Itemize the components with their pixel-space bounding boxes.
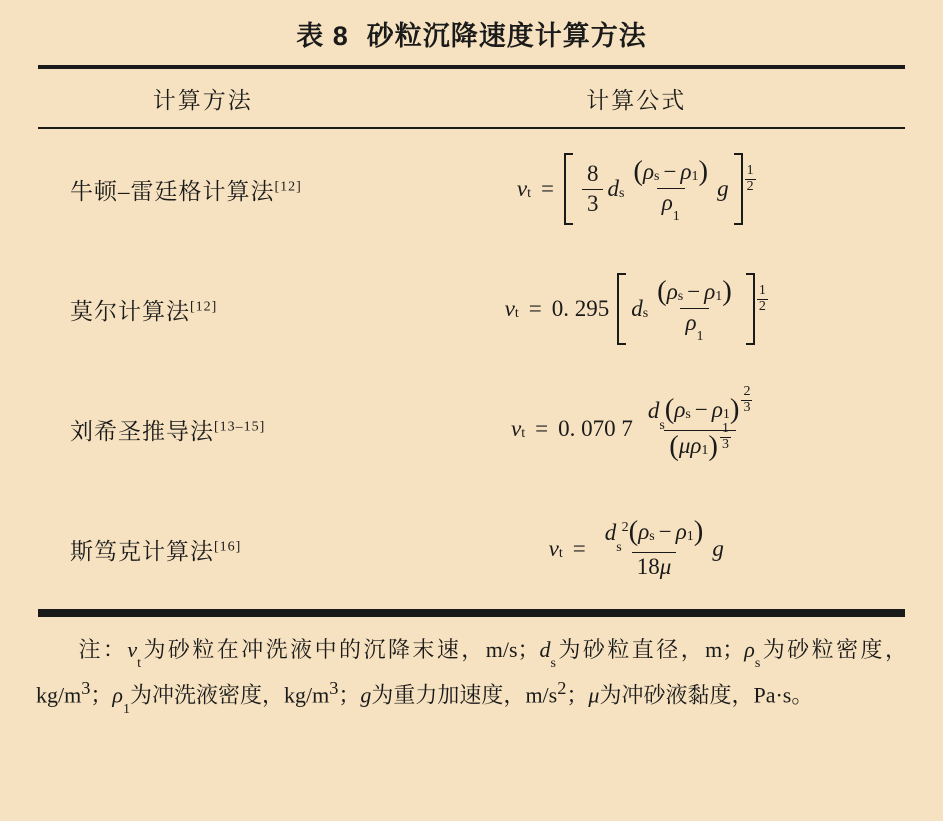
paren-right: ): [708, 430, 718, 463]
symbol-sub-s: s: [654, 168, 660, 184]
symbol-d: d: [604, 520, 617, 546]
note-text-2: 为砂粒直径，: [556, 637, 706, 662]
note-unit-5-exp: 3: [329, 677, 339, 698]
symbol-rho: ρ: [674, 396, 686, 422]
symbol-sub-t: t: [527, 186, 531, 201]
note-symbol-g: g: [360, 682, 372, 708]
symbol-g: g: [712, 536, 724, 561]
coefficient-liu: 0. 070 7: [558, 416, 633, 441]
symbol-sub-s: s: [616, 540, 622, 556]
method-label: 刘希圣推导法: [70, 418, 214, 444]
paren-group: [665, 395, 740, 424]
formula-mohr: [505, 273, 768, 344]
method-name-cell: [38, 533, 367, 566]
symbol-equals: =: [572, 536, 586, 561]
symbol-rho: ρ: [638, 518, 650, 544]
fraction-denominator: [632, 552, 677, 580]
bracket-right: [746, 273, 755, 344]
paren-left: (: [633, 155, 643, 188]
symbol-rho: ρ: [642, 158, 655, 184]
table-row: [38, 129, 905, 249]
note-symbol-sub-1: 1: [122, 701, 130, 717]
formula-stokes: [549, 517, 724, 580]
method-name-cell: [38, 413, 367, 446]
paren-group: [657, 277, 732, 306]
symbol-minus: −: [663, 158, 677, 184]
symbol-g: g: [717, 176, 729, 201]
symbol-sub-s: s: [642, 306, 649, 321]
note-symbol-rho-1: ρ: [112, 682, 123, 708]
symbol-minus: −: [694, 396, 708, 422]
fraction-numerator: [600, 515, 709, 556]
symbol-sub-t: t: [521, 426, 526, 441]
formula-cell: [367, 273, 905, 344]
paren-group: [633, 157, 708, 186]
note-text-10: 。: [791, 682, 814, 708]
exponent-numerator: 1: [746, 162, 754, 178]
symbol-rho: ρ: [661, 189, 673, 215]
paren-right: ): [729, 393, 740, 426]
symbol-sub-s: s: [618, 186, 625, 201]
exponent-numerator: 2: [743, 384, 751, 400]
note-symbol-d: d: [539, 637, 551, 662]
exponent-one-third: [720, 422, 731, 452]
symbol-rho: ρ: [666, 278, 678, 304]
symbol-equals: =: [535, 416, 549, 441]
method-label: 斯笃克计算法: [70, 538, 214, 564]
symbol-sub-1: 1: [691, 168, 699, 184]
paren-group: [669, 432, 718, 461]
symbol-rho: ρ: [680, 158, 692, 184]
note-symbol-sub-s: s: [550, 656, 556, 672]
formula-liu: [510, 384, 761, 463]
symbol-rho: ρ: [690, 433, 702, 459]
column-header-formula: 计算公式: [586, 87, 687, 113]
number-eighteen: 18: [636, 554, 660, 580]
exponent-two-thirds: [741, 385, 752, 415]
fraction-denominator: [680, 308, 708, 345]
formula-cell: [367, 153, 905, 224]
symbol-mu: μ: [659, 554, 672, 580]
bracket-right: [734, 153, 743, 224]
column-header-method: 计算方法: [152, 87, 253, 113]
table-row: [38, 369, 905, 489]
symbol-sub-s: s: [677, 288, 684, 304]
note-symbol-rho-s: ρ: [744, 637, 755, 662]
paren-group: [629, 517, 704, 546]
note-symbol-v: v: [127, 637, 138, 662]
note-text-5: 为冲洗液密度，: [129, 682, 284, 708]
bracket-group: [617, 273, 755, 344]
fraction-8-3: [582, 161, 604, 217]
table-row: [38, 489, 905, 609]
reference-marker: [12]: [190, 298, 218, 314]
formula-newton-rittinger: [517, 153, 756, 224]
note-unit-7: m/s: [525, 682, 558, 708]
symbol-sub-1: 1: [715, 288, 723, 304]
fraction-denominator: [664, 421, 736, 463]
reference-marker: [12]: [274, 178, 302, 194]
method-name-cell: [38, 173, 367, 206]
note-unit-9: Pa·s: [753, 682, 792, 708]
reference-marker: [13–15]: [214, 418, 266, 434]
method-name-cell: [38, 293, 367, 326]
symbol-sub-1: 1: [686, 528, 694, 544]
symbol-equals: =: [540, 176, 554, 201]
paren-left: (: [657, 275, 667, 308]
paren-right: ): [698, 155, 709, 188]
note-unit-2: m；: [705, 637, 745, 662]
table-row: [38, 249, 905, 369]
symbol-sub-1: 1: [701, 443, 709, 459]
symbol-v: v: [548, 536, 559, 561]
settling-velocity-table: [38, 65, 905, 617]
symbol-rho: ρ: [704, 278, 716, 304]
symbol-sub-1: 1: [696, 329, 704, 345]
note-text-9: 为冲砂液黏度，: [599, 682, 754, 708]
note-text-8: ；: [566, 682, 589, 708]
formula-cell: [367, 384, 905, 463]
symbol-rho: ρ: [675, 518, 687, 544]
note-text-7: 为重力加速度，: [371, 682, 526, 708]
paren-left: (: [664, 393, 675, 426]
fraction-density-diff: [652, 275, 737, 345]
symbol-rho: ρ: [685, 309, 697, 335]
table-note: [0, 617, 943, 717]
bracket-left: [564, 153, 573, 224]
note-unit-5: kg/m: [284, 682, 330, 708]
symbol-sub-s: s: [649, 528, 655, 544]
table-caption-number: 表 8: [296, 21, 349, 51]
symbol-sub-t: t: [558, 546, 563, 561]
method-label: 牛顿–雷廷格计算法: [70, 178, 275, 204]
fraction-stokes: [600, 517, 709, 580]
symbol-sub-s: s: [685, 406, 691, 422]
symbol-rho: ρ: [711, 396, 723, 422]
symbol-mu: μ: [678, 433, 691, 459]
reference-marker: [16]: [214, 538, 242, 554]
note-text-4: ；: [90, 682, 113, 708]
symbol-v: v: [510, 416, 522, 441]
exponent-one-half: [757, 284, 768, 314]
note-text-3: 为砂粒密度，: [760, 637, 907, 662]
fraction-numerator: [652, 277, 737, 307]
symbol-minus: −: [687, 278, 701, 304]
fraction-numerator: [643, 384, 758, 434]
note-text-6: ；: [338, 682, 361, 708]
note-symbol-mu: μ: [588, 682, 600, 708]
formula-cell: [367, 517, 905, 580]
coefficient-mohr: 0. 295: [551, 296, 610, 321]
exponent-numerator: 1: [722, 421, 729, 437]
symbol-minus: −: [658, 518, 672, 544]
symbol-v: v: [504, 296, 515, 321]
bracket-content: [629, 273, 743, 344]
note-label: 注：: [76, 637, 128, 662]
fraction-liu: [643, 384, 758, 463]
symbol-d: d: [607, 176, 619, 201]
exponent-denominator: 3: [722, 436, 729, 452]
symbol-sub-1: 1: [672, 209, 680, 225]
paren-left: (: [628, 515, 639, 548]
note-symbol-sub-s: s: [754, 656, 761, 672]
exponent-denominator: 3: [743, 400, 751, 416]
exponent-two: 2: [621, 520, 629, 536]
table-header-row: [38, 69, 905, 129]
symbol-sub-1: 1: [722, 406, 730, 422]
fraction-numerator: 8: [586, 161, 599, 187]
exponent-one-half: [745, 164, 756, 194]
fraction-denominator: [657, 188, 685, 225]
symbol-equals: =: [528, 296, 542, 321]
note-text-1: 为砂粒在冲洗液中的沉降末速，: [141, 637, 486, 662]
table-caption: [0, 0, 943, 65]
bracket-content: [576, 153, 731, 224]
table-body: [38, 129, 905, 613]
fraction-numerator: [628, 157, 713, 187]
bracket-left: [617, 273, 626, 344]
symbol-sub-t: t: [514, 306, 519, 321]
method-label: 莫尔计算法: [70, 298, 190, 324]
note-symbol-sub-t: t: [137, 656, 142, 672]
note-unit-1: m/s；: [485, 637, 540, 662]
note-unit-3-exp: 3: [81, 677, 91, 698]
exponent-numerator: 1: [758, 282, 766, 298]
exponent-denominator: 2: [758, 298, 766, 314]
paren-right: ): [722, 275, 732, 308]
note-unit-3: kg/m: [36, 682, 82, 708]
table-caption-title: 砂粒沉降速度计算方法: [366, 21, 647, 51]
symbol-v: v: [516, 176, 528, 201]
bracket-group: [564, 153, 743, 224]
symbol-d: d: [647, 398, 660, 424]
symbol-d: d: [631, 296, 643, 321]
fraction-denominator: 3: [582, 189, 604, 217]
paren-right: ): [693, 515, 704, 548]
fraction-density-diff: [628, 155, 713, 225]
paren-left: (: [669, 430, 679, 463]
exponent-denominator: 2: [746, 178, 754, 194]
symbol-sub-s: s: [659, 418, 665, 434]
note-unit-7-exp: 2: [557, 677, 567, 698]
